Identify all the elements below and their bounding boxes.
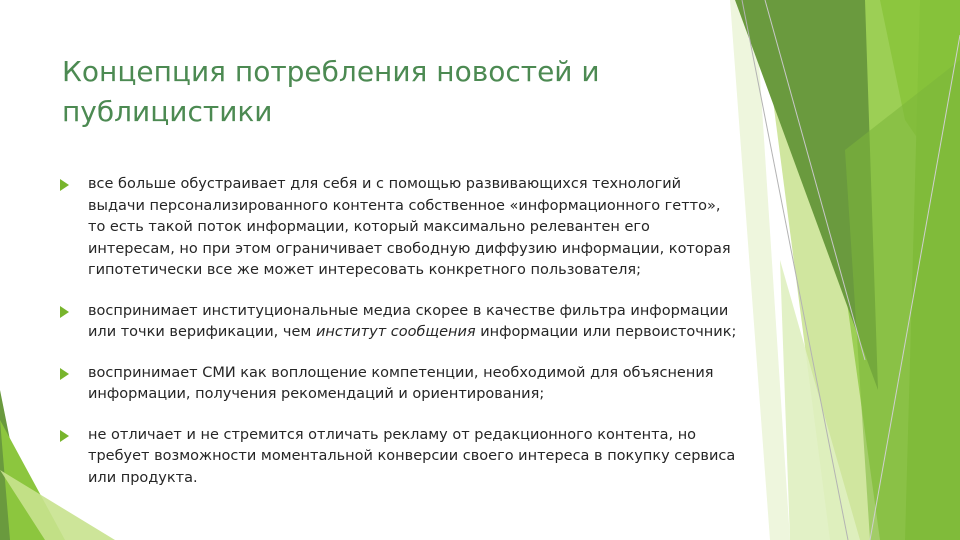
list-item <box>60 425 740 490</box>
bullet-text: не отличает и не стремится отличать рекламу от редакционного контента, но требует возможности моментальной конверсии своего интереса в покупку сервиса или продукта. <box>88 426 736 486</box>
list-item <box>60 363 740 406</box>
bullet-text-end: информации или первоисточник; <box>475 324 737 340</box>
bullet-list <box>60 174 740 508</box>
bullet-text-italic: институт сообщения <box>315 324 476 340</box>
list-item <box>60 174 740 282</box>
triangle-bullet-icon <box>60 368 69 380</box>
bullet-text-start: воспринимает институциональные медиа скорее в качестве фильтра информации или точки верификации, чем <box>88 302 729 340</box>
bullet-text <box>88 303 736 341</box>
bullet-text: все больше обустраивает для себя и с помощью развивающихся технологий выдачи персонализированного контента собственное «информационного гетто», то есть такой поток информации, который максимально релевантен его интересам, но при этом ограничивает свободную диффузию информации, которая гипотетически все же может интересовать конкретного пользователя; <box>88 176 731 278</box>
triangle-bullet-icon <box>60 430 69 442</box>
triangle-bullet-icon <box>60 306 69 318</box>
list-item <box>60 301 740 344</box>
slide-title: Концепция потребления новостей и публицистики <box>62 55 600 128</box>
bullet-text: воспринимает СМИ как воплощение компетенции, необходимой для объяснения информации, получения рекомендаций и ориентирования; <box>88 364 714 402</box>
triangle-bullet-icon <box>60 179 69 191</box>
